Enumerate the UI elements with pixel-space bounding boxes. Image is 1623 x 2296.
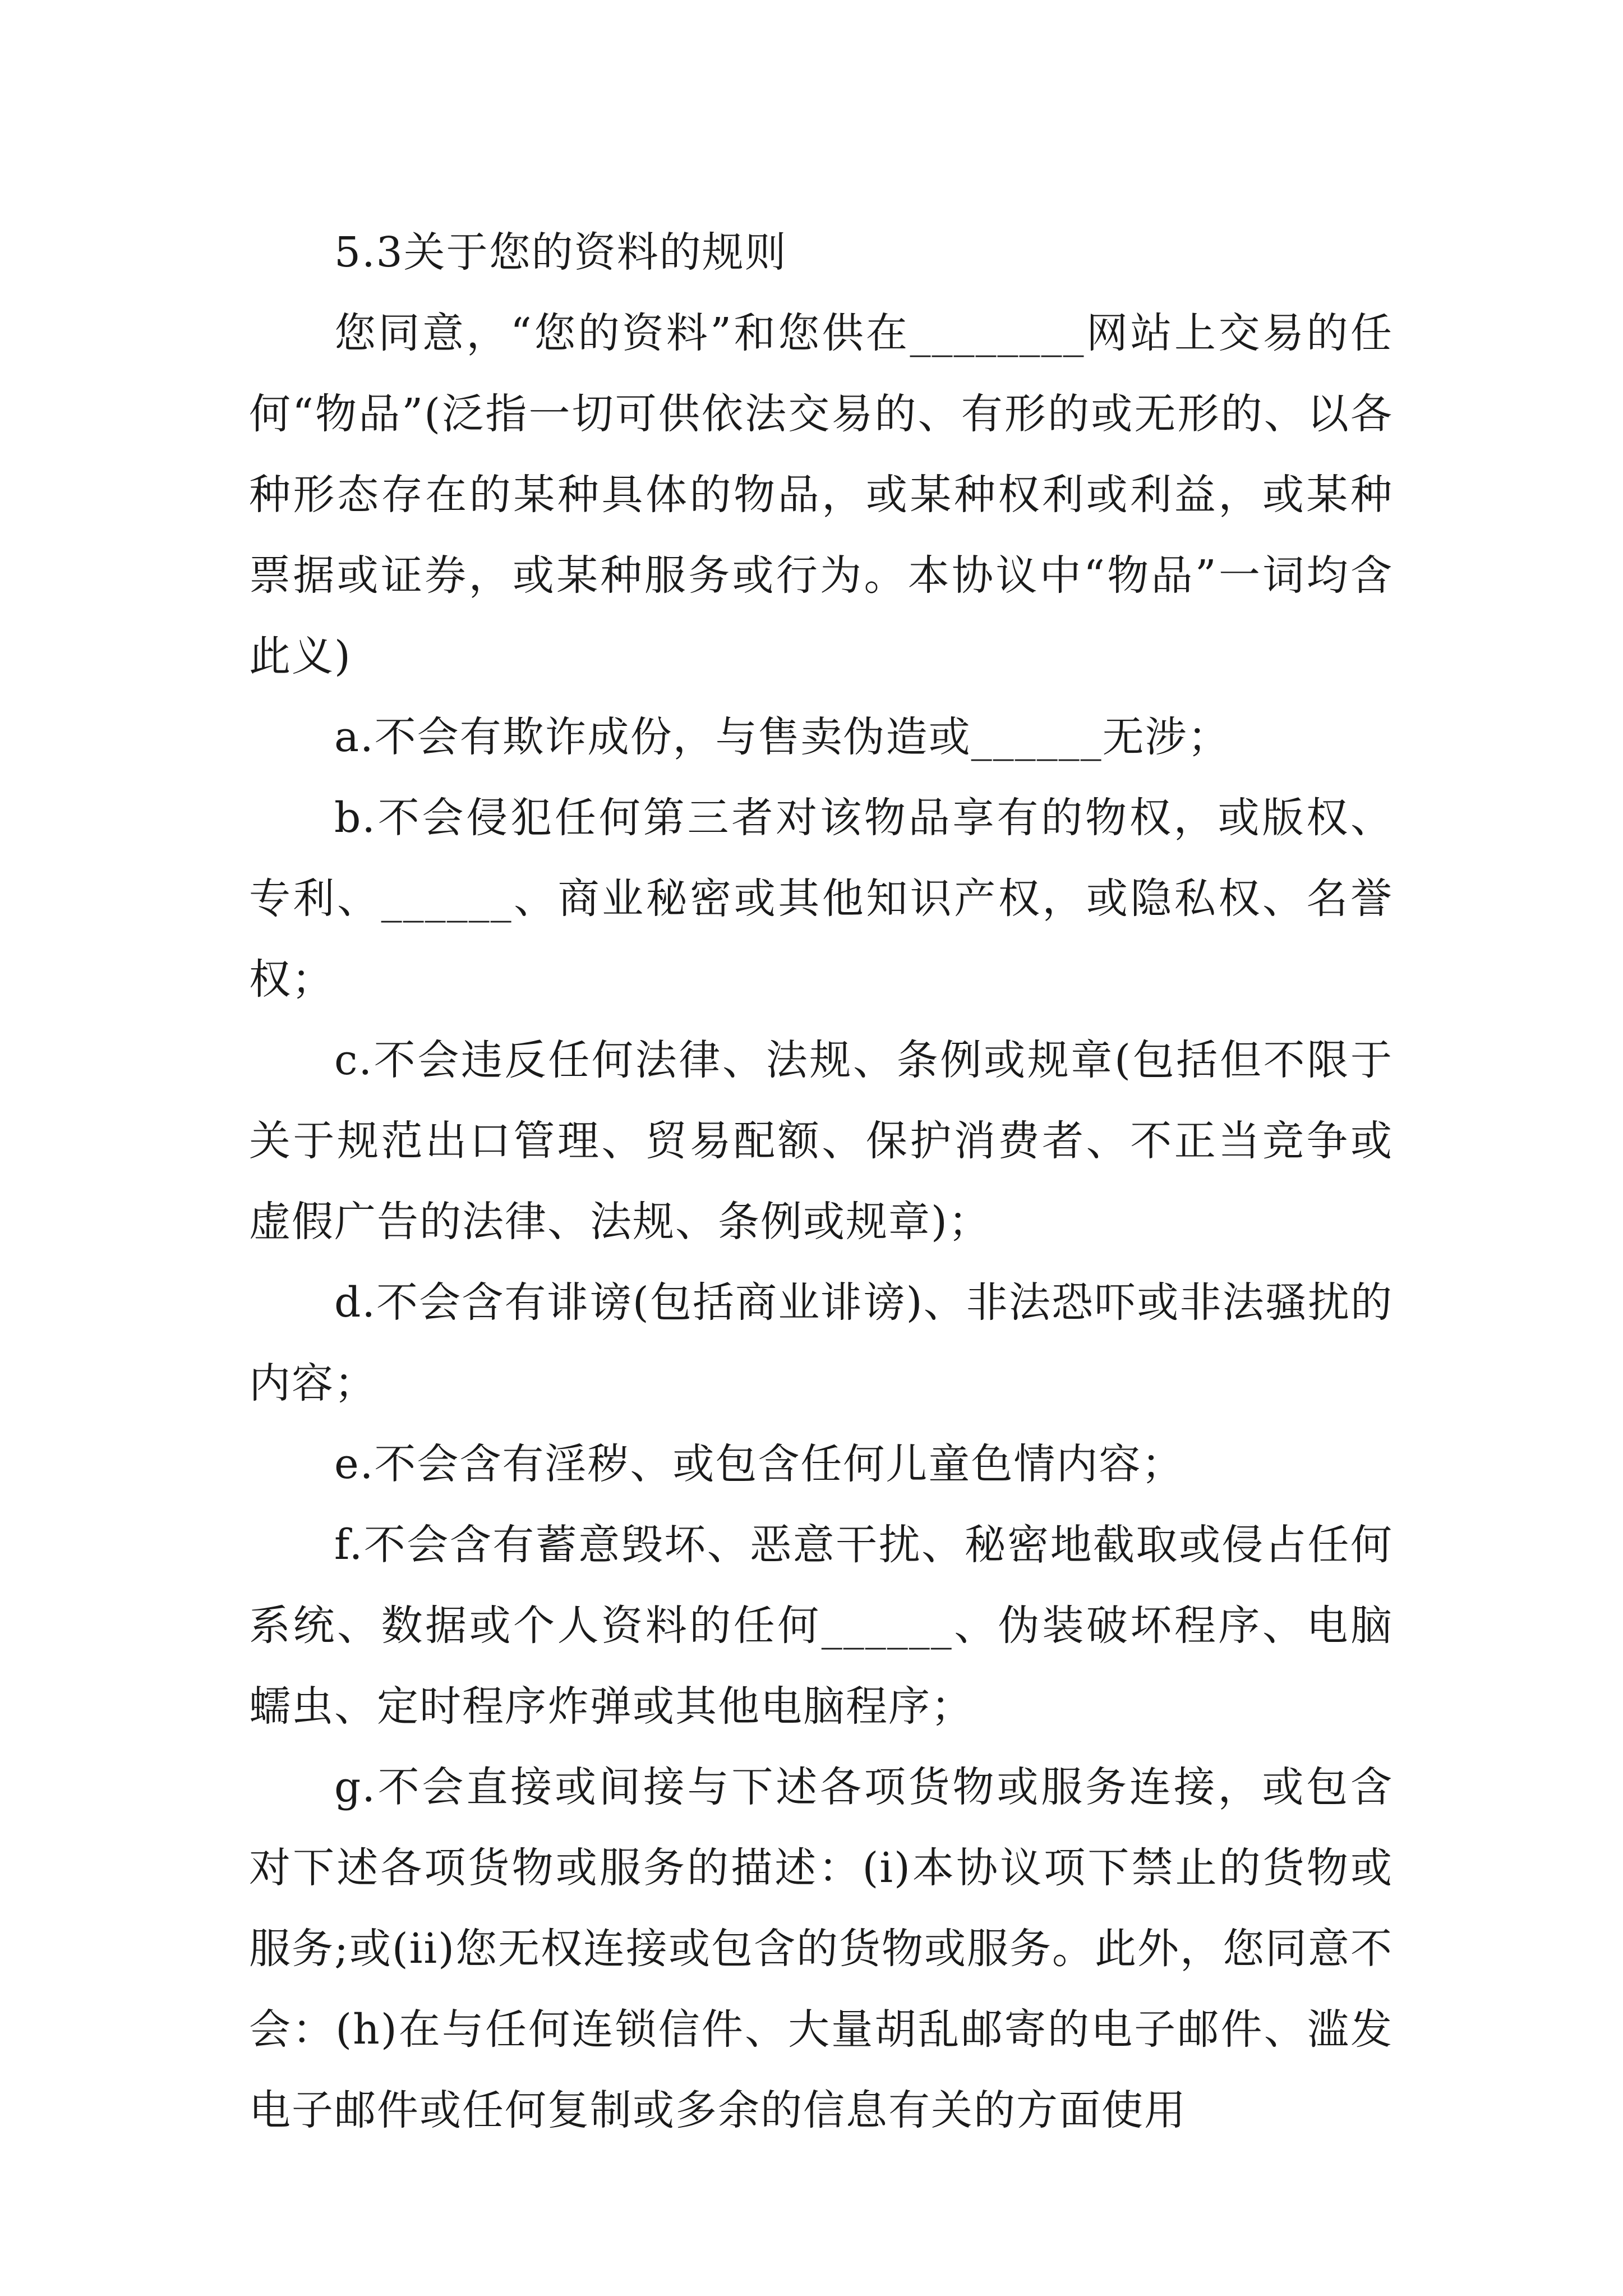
paragraph-item-b: b.不会侵犯任何第三者对该物品享有的物权，或版权、专利、______、商业秘密或其他知识产权，或隐私权、名誉权； xyxy=(249,794,1393,1004)
paragraph-item-d: d.不会含有诽谤(包括商业诽谤)、非法恐吓或非法骚扰的内容； xyxy=(249,1278,1393,1407)
paragraph-item-f: f.不会含有蓄意毁坏、恶意干扰、秘密地截取或侵占任何系统、数据或个人资料的任何______、伪装破坏程序、电脑蠕虫、定时程序炸弹或其他电脑程序； xyxy=(249,1521,1393,1731)
paragraph-intro: 您同意，“您的资料”和您供在________网站上交易的任何“物品”(泛指一切可供依法交易的、有形的或无形的、以各种形态存在的某种具体的物品，或某种权利或利益，或某种票据或证券，或某种服务或行为。本协议中“物品”一词均含此义) xyxy=(249,309,1393,680)
paragraph-item-c: c.不会违反任何法律、法规、条例或规章(包括但不限于关于规范出口管理、贸易配额、保护消费者、不正当竞争或虚假广告的法律、法规、条例或规章)； xyxy=(249,1036,1393,1246)
section-heading: 5.3关于您的资料的规则 xyxy=(334,228,787,277)
paragraph-item-a: a.不会有欺诈成份，与售卖伪造或______无涉； xyxy=(334,713,1230,761)
document-body xyxy=(249,212,1393,2151)
paragraph-item-g: g.不会直接或间接与下述各项货物或服务连接，或包含对下述各项货物或服务的描述：(i)本协议项下禁止的货物或服务;或(ii)您无权连接或包含的货物或服务。此外，您同意不会：(h)在与任何连锁信件、大量胡乱邮寄的电子邮件、滥发电子邮件或任何复制或多余的信息有关的方面使用 xyxy=(249,1763,1394,2134)
paragraph-item-e: e.不会含有淫秽、或包含任何儿童色情内容； xyxy=(334,1440,1184,1488)
